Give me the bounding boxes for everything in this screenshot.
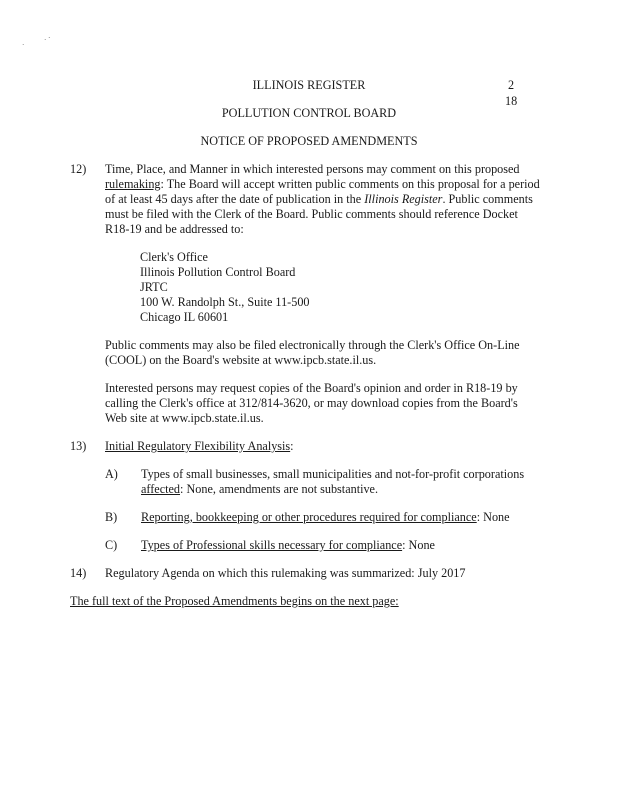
scan-speck: · bbox=[22, 41, 25, 49]
item-b-answer: : None bbox=[476, 510, 510, 524]
closing-statement: The full text of the Proposed Amendments begins on the next page: bbox=[70, 594, 399, 608]
section-12-number: 12) bbox=[70, 162, 87, 176]
item-b-text bbox=[141, 510, 510, 525]
item-a-answer: : None, amendments are not substantive. bbox=[180, 482, 379, 496]
section-14-number: 14) bbox=[70, 566, 87, 580]
item-a-label: A) bbox=[105, 467, 118, 481]
scan-speck: · ´ bbox=[44, 36, 51, 44]
agency-name: POLLUTION CONTROL BOARD bbox=[221, 106, 397, 120]
issue-number: 18 bbox=[505, 94, 518, 108]
item-c-label: C) bbox=[105, 538, 118, 552]
copies-line-3: Web site at www.ipcb.state.il.us. bbox=[105, 411, 264, 425]
section-12-line-3-start: of at least 45 days after the date of publication in the bbox=[105, 192, 365, 206]
section-13-number: 13) bbox=[70, 439, 87, 453]
address-line: Illinois Pollution Control Board bbox=[140, 265, 296, 279]
page-number: 2 bbox=[508, 78, 515, 92]
item-a-line-2 bbox=[141, 482, 378, 497]
copies-line-1: Interested persons may request copies of the Board's opinion and order in R18-19 by bbox=[105, 381, 518, 395]
section-13-heading bbox=[105, 439, 294, 454]
item-b-heading: Reporting, bookkeeping or other procedures required for compliance bbox=[141, 510, 477, 524]
address-line: JRTC bbox=[140, 280, 168, 294]
item-c-answer: : None bbox=[402, 538, 435, 552]
item-c-text bbox=[141, 538, 435, 553]
heading-colon: : bbox=[290, 439, 294, 453]
electronic-filing-line-1: Public comments may also be filed electronically through the Clerk's Office On-Line bbox=[105, 338, 520, 352]
section-12-line-4: must be filed with the Clerk of the Board. Public comments should reference Docket bbox=[105, 207, 518, 221]
section-12-line-1: Time, Place, and Manner in which interested persons may comment on this proposed bbox=[105, 162, 520, 176]
section-12-line-2 bbox=[105, 177, 540, 192]
flexibility-analysis-heading: Initial Regulatory Flexibility Analysis bbox=[105, 439, 291, 453]
register-name-italic: Illinois Register bbox=[364, 192, 443, 206]
rulemaking-term: rulemaking bbox=[105, 177, 161, 191]
section-12-line-2-rest: : The Board will accept written public comments on this proposal for a period bbox=[160, 177, 540, 191]
section-12-line-5: R18-19 and be addressed to: bbox=[105, 222, 244, 236]
item-c-heading: Types of Professional skills necessary for compliance bbox=[141, 538, 403, 552]
address-line: Chicago IL 60601 bbox=[140, 310, 229, 324]
item-b-label: B) bbox=[105, 510, 118, 524]
copies-line-2: calling the Clerk's office at 312/814-3620, or may download copies from the Board's bbox=[105, 396, 518, 410]
electronic-filing-line-2: (COOL) on the Board's website at www.ipcb.state.il.us. bbox=[105, 353, 377, 367]
section-14-text: Regulatory Agenda on which this rulemaking was summarized: July 2017 bbox=[105, 566, 466, 580]
address-line: 100 W. Randolph St., Suite 11-500 bbox=[140, 295, 310, 309]
notice-title: NOTICE OF PROPOSED AMENDMENTS bbox=[200, 134, 418, 148]
section-12-line-3 bbox=[105, 192, 533, 207]
section-12-line-3-end: . Public comments bbox=[442, 192, 533, 206]
address-line: Clerk's Office bbox=[140, 250, 208, 264]
register-title: ILLINOIS REGISTER bbox=[252, 78, 366, 92]
affected-term: affected bbox=[141, 482, 181, 496]
item-a-line-1: Types of small businesses, small municipalities and not-for-profit corporations bbox=[141, 467, 525, 481]
